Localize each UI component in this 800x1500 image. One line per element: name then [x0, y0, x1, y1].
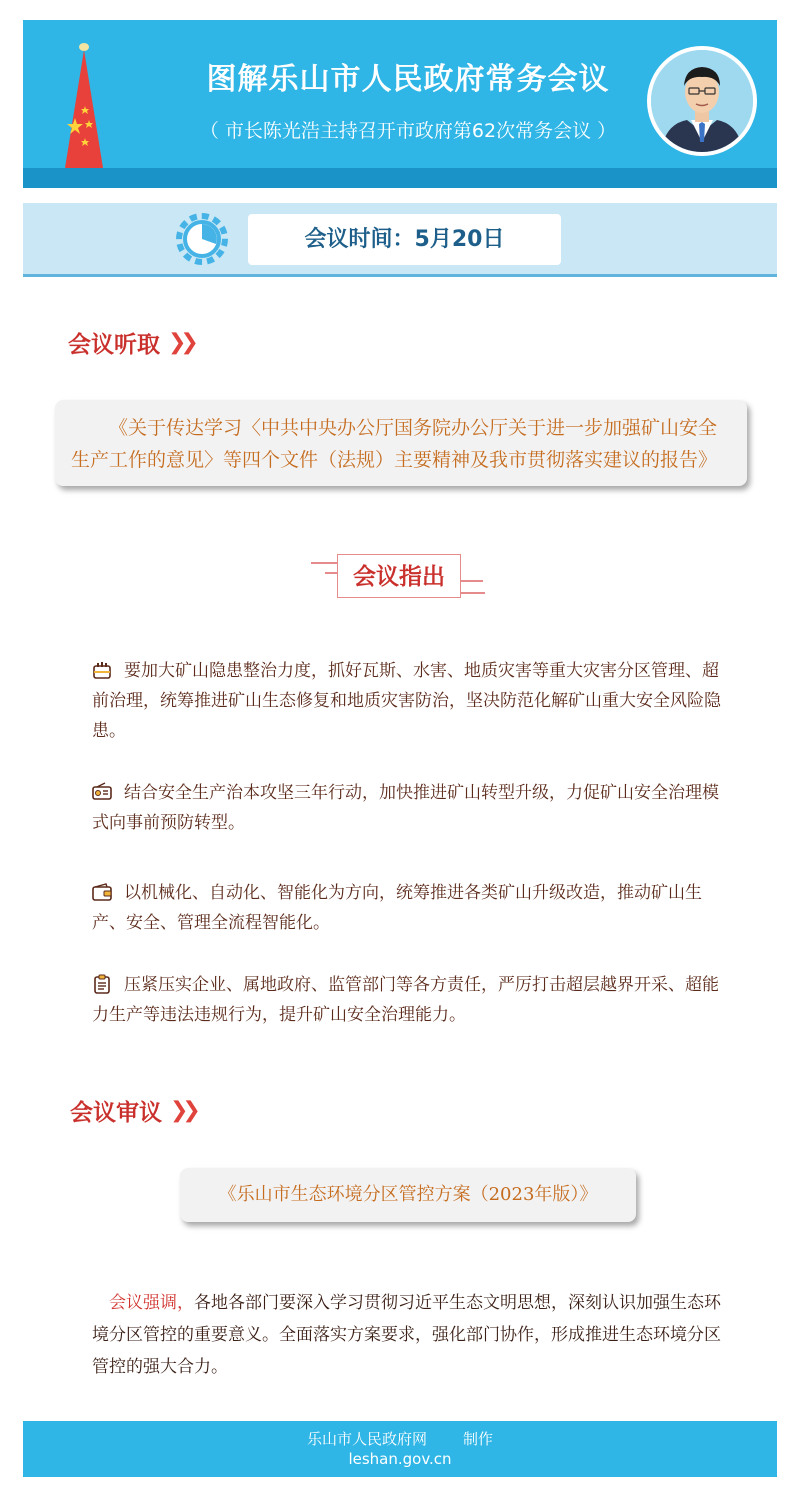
meeting-time: 会议时间：5月20日: [248, 214, 561, 265]
list-item: [92, 656, 722, 746]
review-heading-label: 会议审议: [70, 1100, 162, 1126]
flag-pole-icon: [63, 42, 105, 168]
footer: [23, 1421, 777, 1477]
list-item-text: 结合安全生产治本攻坚三年行动，加快推进矿山转型升级，力促矿山安全治理模式向事前预防转型。: [92, 783, 719, 833]
footer-site: 乐山市人民政府网: [306, 1430, 427, 1448]
bag-icon: [92, 660, 112, 680]
listen-heading: [68, 326, 193, 359]
wallet-icon: [92, 882, 112, 902]
portrait-image: [651, 50, 753, 152]
page-subtitle: （ 市长陈光浩主持召开市政府第62次常务会议 ）: [199, 120, 617, 142]
list-item-text: 以机械化、自动化、智能化为方向，统筹推进各类矿山升级改造，推动矿山生产、安全、管理全流程智能化。: [92, 883, 702, 933]
list-item-text: 压紧压实企业、属地政府、监管部门等各方责任，严厉打击超层越界开采、超能力生产等违法违规行为，提升矿山安全治理能力。: [92, 975, 719, 1025]
emphasis-text: 各地各部门要深入学习贯彻习近平生态文明思想，深刻认识加强生态环境分区管控的重要意义。全面落实方案要求，强化部门协作，形成推进生态环境分区管控的强大合力。: [92, 1293, 721, 1377]
meeting-time-band: [23, 203, 777, 277]
avatar: [647, 46, 757, 156]
footer-made: 制作: [463, 1430, 494, 1448]
pointed-heading: [305, 552, 495, 602]
double-chevron-right-icon: ❯❯: [170, 1098, 195, 1123]
listen-card: 《关于传达学习〈中共中央办公厅国务院办公厅关于进一步加强矿山安全生产工作的意见〉等四个文件（法规）主要精神及我市贯彻落实建议的报告》: [55, 400, 747, 486]
page-title: 图解乐山市人民政府常务会议: [206, 62, 610, 97]
list-item: [92, 778, 722, 838]
emphasis-paragraph: [92, 1287, 722, 1383]
header-strip: [23, 168, 777, 188]
clipboard-icon: [92, 974, 112, 994]
list-item: [92, 878, 722, 938]
radio-icon: [92, 782, 112, 802]
emphasis-lead: 会议强调，: [109, 1293, 194, 1313]
header-banner: [23, 20, 777, 188]
review-card: 《乐山市生态环境分区管控方案（2023年版）》: [180, 1168, 636, 1222]
list-item: [92, 970, 722, 1030]
listen-heading-label: 会议听取: [68, 332, 160, 358]
gear-clock-icon: [171, 208, 233, 270]
pointed-heading-label: 会议指出: [337, 554, 461, 598]
double-chevron-right-icon: ❯❯: [168, 330, 193, 355]
footer-url[interactable]: leshan.gov.cn: [348, 1450, 452, 1468]
review-heading: [70, 1094, 195, 1127]
list-item-text: 要加大矿山隐患整治力度，抓好瓦斯、水害、地质灾害等重大灾害分区管理、超前治理，统筹推进矿山生态修复和地质灾害防治，坚决防范化解矿山重大安全风险隐患。: [92, 661, 721, 741]
